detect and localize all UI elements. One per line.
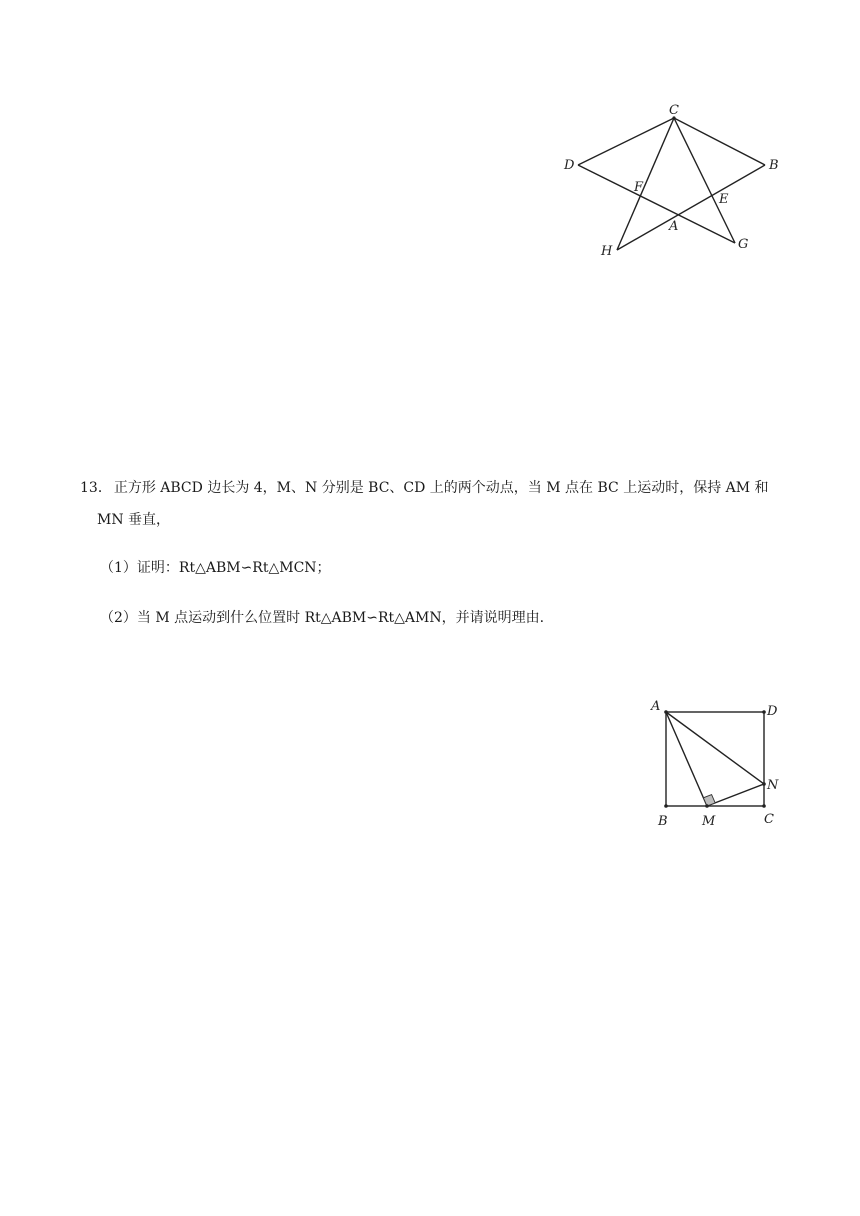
- segment-dc: [578, 118, 674, 165]
- label-m: M: [702, 814, 716, 829]
- segment-dg: [578, 165, 735, 243]
- square-abcd: [666, 712, 764, 806]
- problem-number: 13．: [80, 480, 112, 496]
- star-geometry-figure: [555, 105, 785, 265]
- label-d: D: [767, 704, 778, 719]
- point-d: [762, 710, 766, 714]
- problem-part-1: （1）证明：Rt△ABM∽Rt△MCN；: [100, 560, 331, 576]
- problem-part-2: （2）当 M 点运动到什么位置时 Rt△ABM∽Rt△AMN，并请说明理由.: [100, 610, 545, 626]
- label-c: C: [764, 812, 774, 827]
- segment-ch: [617, 118, 674, 250]
- label-b: B: [769, 158, 779, 173]
- right-angle-marker: [703, 795, 715, 806]
- point-n: [762, 782, 766, 786]
- label-g: G: [738, 237, 749, 252]
- square-geometry-figure: [640, 690, 790, 835]
- label-c: C: [669, 103, 679, 118]
- problem-statement-1: 正方形 ABCD 边长为 4，M、N 分别是 BC、CD 上的两个动点，当 M 点在 BC 上运动时，保持 AM 和: [113, 480, 769, 496]
- label-n: N: [767, 778, 779, 793]
- point-b: [664, 804, 668, 808]
- label-d: D: [564, 158, 575, 173]
- segment-cb: [674, 118, 765, 165]
- point-m: [705, 804, 709, 808]
- label-h: H: [601, 244, 613, 259]
- label-f: F: [634, 180, 644, 195]
- label-a: A: [651, 699, 661, 714]
- segment-am: [666, 712, 707, 806]
- point-a: [664, 710, 668, 714]
- problem-line-1: [80, 478, 800, 498]
- label-b: B: [658, 814, 668, 829]
- label-e: E: [719, 192, 729, 207]
- problem-line-2: MN 垂直，: [97, 512, 171, 528]
- segment-an: [666, 712, 764, 784]
- segment-cg: [674, 118, 735, 243]
- point-c: [762, 804, 766, 808]
- label-a: A: [669, 219, 679, 234]
